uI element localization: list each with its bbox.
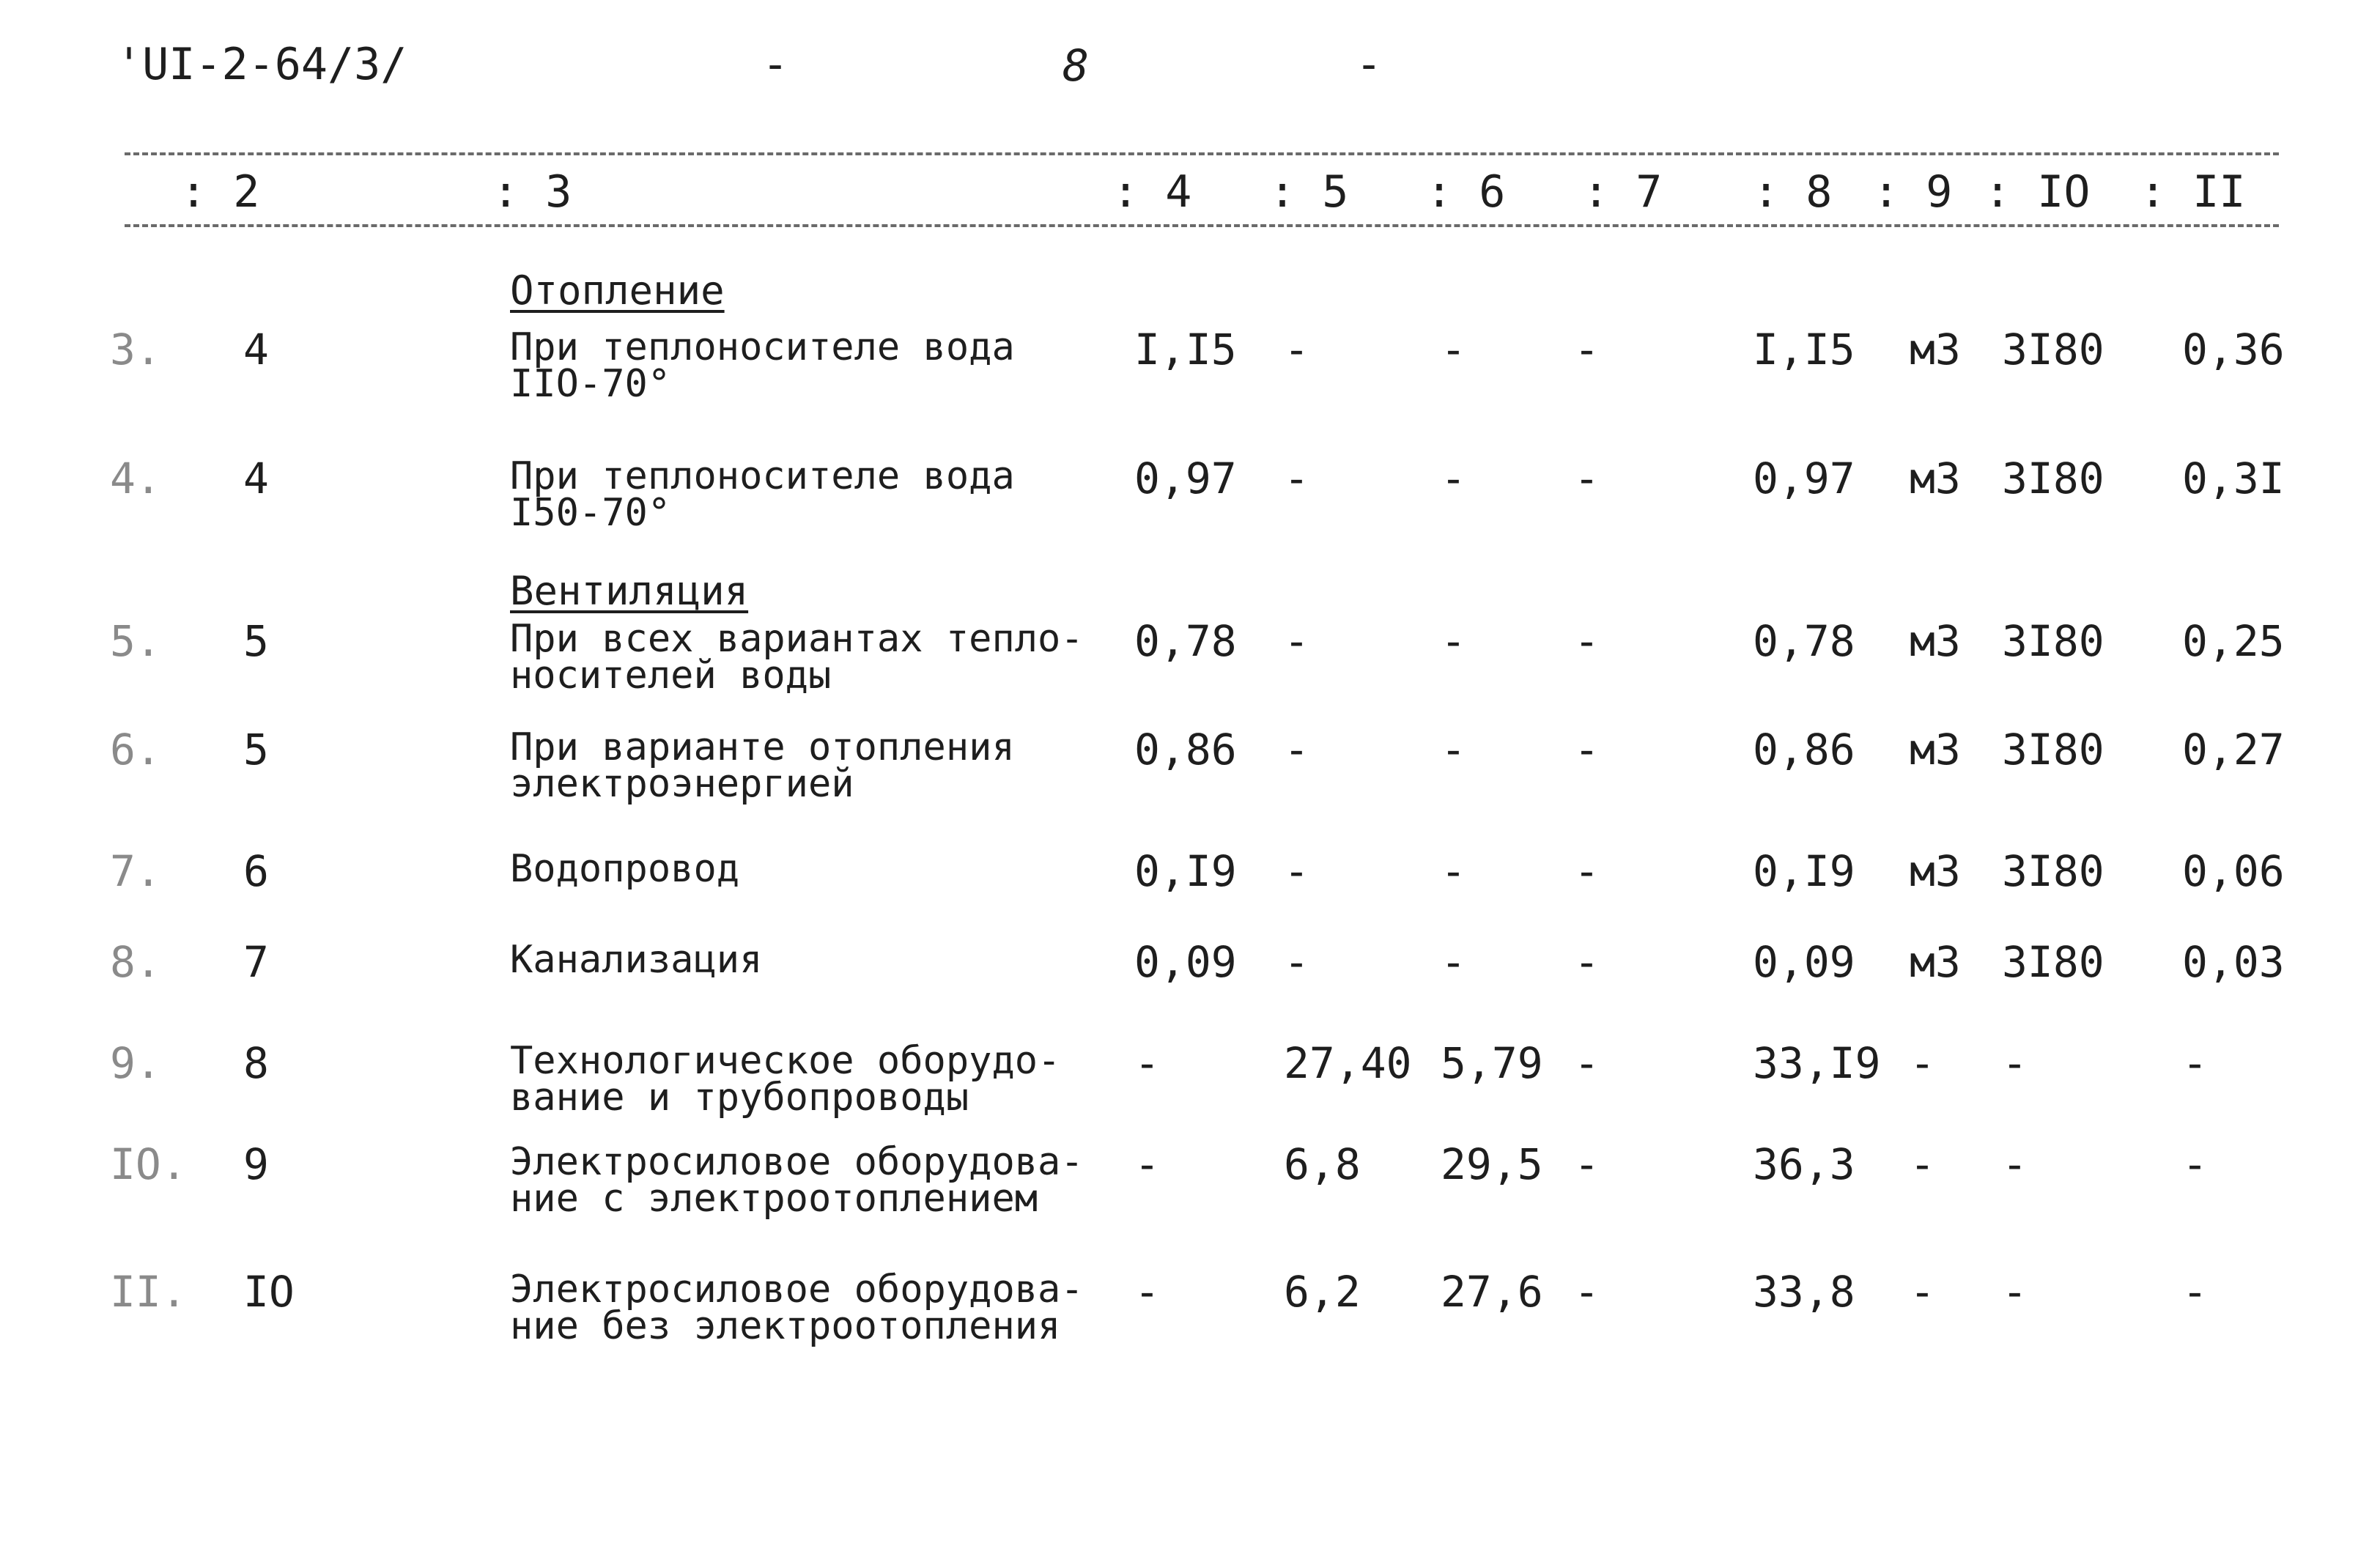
row-ref: 8 <box>243 1038 269 1088</box>
cell-unit: - <box>1910 1267 1935 1317</box>
row-number: 9. <box>110 1038 161 1088</box>
cell-col5: 6,2 <box>1284 1267 1361 1317</box>
cell-col7: - <box>1574 1267 1600 1317</box>
cell-col8: 0,78 <box>1753 616 1855 666</box>
cell-col11: 0,03 <box>2182 937 2285 987</box>
cell-col4: 0,I9 <box>1134 846 1237 896</box>
table-header-rule <box>125 224 2279 227</box>
cell-col10: - <box>2002 1038 2028 1088</box>
cell-col10: 3I80 <box>2002 454 2104 503</box>
row-name-line: Канализация <box>510 938 763 982</box>
row-name-line: I50-70° <box>510 491 671 535</box>
cell-col4: - <box>1134 1038 1160 1088</box>
cell-col8: 0,86 <box>1753 725 1855 774</box>
cell-col6: - <box>1441 725 1466 774</box>
cell-col5: - <box>1284 454 1309 503</box>
row-name-line: При варианте отопления <box>510 725 1015 769</box>
cell-col8: 33,8 <box>1753 1267 1855 1317</box>
cell-col5: - <box>1284 846 1309 896</box>
row-name-line: носителей воды <box>510 654 832 698</box>
cell-col4: 0,97 <box>1134 454 1237 503</box>
row-ref: 6 <box>243 846 269 896</box>
row-ref: 5 <box>243 725 269 774</box>
cell-col10: 3I80 <box>2002 325 2104 374</box>
cell-col5: - <box>1284 325 1309 374</box>
row-name-line: электроэнергией <box>510 762 854 806</box>
cell-col11: - <box>2182 1139 2208 1189</box>
cell-col7: - <box>1574 1038 1600 1088</box>
row-ref: 4 <box>243 325 269 374</box>
cell-col10: 3I80 <box>2002 937 2104 987</box>
row-name-line: Технологическое оборудо- <box>510 1039 1061 1083</box>
row-name-line: При теплоносителе вода <box>510 325 1015 369</box>
cell-col4: 0,09 <box>1134 937 1237 987</box>
cell-col11: 0,06 <box>2182 846 2285 896</box>
cell-col10: - <box>2002 1267 2028 1317</box>
row-number: 7. <box>110 846 161 896</box>
cell-col7: - <box>1574 616 1600 666</box>
row-name-line: При всех вариантах тепло- <box>510 617 1084 661</box>
row-name-line: вание и трубопроводы <box>510 1076 969 1120</box>
cell-unit: - <box>1910 1139 1935 1189</box>
cell-col6: 29,5 <box>1441 1139 1543 1189</box>
cell-col10: 3I80 <box>2002 846 2104 896</box>
row-ref: IO <box>243 1267 295 1317</box>
row-ref: 5 <box>243 616 269 666</box>
row-name-line: IIO-70° <box>510 362 671 406</box>
cell-col8: 36,3 <box>1753 1139 1855 1189</box>
row-number: IO. <box>110 1139 187 1189</box>
cell-col7: - <box>1574 325 1600 374</box>
row-name-line: ние без электроотопления <box>510 1304 1061 1348</box>
row-ref: 9 <box>243 1139 269 1189</box>
cell-col5: - <box>1284 725 1309 774</box>
cell-col6: - <box>1441 325 1466 374</box>
cell-col10: 3I80 <box>2002 725 2104 774</box>
cell-col11: - <box>2182 1038 2208 1088</box>
cell-col4: 0,78 <box>1134 616 1237 666</box>
column-header-8: : 8 <box>1753 166 1833 218</box>
cell-col10: 3I80 <box>2002 616 2104 666</box>
column-header-4: : 4 <box>1112 166 1192 218</box>
column-header-2: : 2 <box>180 166 260 218</box>
cell-col6: - <box>1441 454 1466 503</box>
row-name-line: ние с электроотоплением <box>510 1177 1038 1221</box>
cell-col4: 0,86 <box>1134 725 1237 774</box>
row-number: II. <box>110 1267 187 1317</box>
cell-col4: - <box>1134 1139 1160 1189</box>
column-header-10: : IO <box>1984 166 2091 218</box>
cell-col11: 0,27 <box>2182 725 2285 774</box>
table-top-rule <box>125 152 2279 155</box>
cell-col4: I,I5 <box>1134 325 1237 374</box>
section-heading-heating: Отопление <box>510 267 725 314</box>
header-dash-right: - <box>1356 39 1383 90</box>
page-number: 8 <box>1062 40 1090 92</box>
cell-col5: 6,8 <box>1284 1139 1361 1189</box>
row-number: 6. <box>110 725 161 774</box>
cell-col7: - <box>1574 937 1600 987</box>
cell-col7: - <box>1574 725 1600 774</box>
cell-col6: 27,6 <box>1441 1267 1543 1317</box>
cell-col8: 33,I9 <box>1753 1038 1881 1088</box>
row-name-line: Электросиловое оборудова- <box>510 1268 1084 1312</box>
cell-col5: - <box>1284 616 1309 666</box>
row-name-line: При теплоносителе вода <box>510 454 1015 498</box>
row-name-line: Электросиловое оборудова- <box>510 1140 1084 1184</box>
cell-col6: - <box>1441 846 1466 896</box>
cell-unit: м3 <box>1910 616 1961 666</box>
cell-col11: 0,3I <box>2182 454 2285 503</box>
cell-col8: 0,97 <box>1753 454 1855 503</box>
row-ref: 4 <box>243 454 269 503</box>
cell-col7: - <box>1574 846 1600 896</box>
column-header-6: : 6 <box>1426 166 1506 218</box>
cell-col6: - <box>1441 937 1466 987</box>
cell-col8: 0,09 <box>1753 937 1855 987</box>
row-number: 8. <box>110 937 161 987</box>
row-name-line: Водопровод <box>510 847 740 891</box>
cell-col8: 0,I9 <box>1753 846 1855 896</box>
column-header-7: : 7 <box>1583 166 1663 218</box>
cell-unit: м3 <box>1910 325 1961 374</box>
cell-unit: м3 <box>1910 725 1961 774</box>
section-heading-ventilation: Вентиляция <box>510 568 749 614</box>
column-header-9: : 9 <box>1873 166 1953 218</box>
column-header-3: : 3 <box>492 166 572 218</box>
cell-col11: 0,36 <box>2182 325 2285 374</box>
cell-col11: - <box>2182 1267 2208 1317</box>
cell-unit: - <box>1910 1038 1935 1088</box>
cell-col8: I,I5 <box>1753 325 1855 374</box>
cell-col11: 0,25 <box>2182 616 2285 666</box>
cell-unit: м3 <box>1910 937 1961 987</box>
cell-col7: - <box>1574 1139 1600 1189</box>
cell-col7: - <box>1574 454 1600 503</box>
row-ref: 7 <box>243 937 269 987</box>
cell-col5: 27,40 <box>1284 1038 1412 1088</box>
row-number: 3. <box>110 325 161 374</box>
cell-col5: - <box>1284 937 1309 987</box>
row-number: 5. <box>110 616 161 666</box>
column-header-11: : II <box>2140 166 2246 218</box>
document-code: 'UI-2-64/3/ <box>116 39 407 90</box>
cell-col6: - <box>1441 616 1466 666</box>
column-header-5: : 5 <box>1269 166 1349 218</box>
cell-unit: м3 <box>1910 846 1961 896</box>
cell-col6: 5,79 <box>1441 1038 1543 1088</box>
row-number: 4. <box>110 454 161 503</box>
cell-unit: м3 <box>1910 454 1961 503</box>
cell-col4: - <box>1134 1267 1160 1317</box>
header-dash-left: - <box>762 39 789 90</box>
cell-col10: - <box>2002 1139 2028 1189</box>
